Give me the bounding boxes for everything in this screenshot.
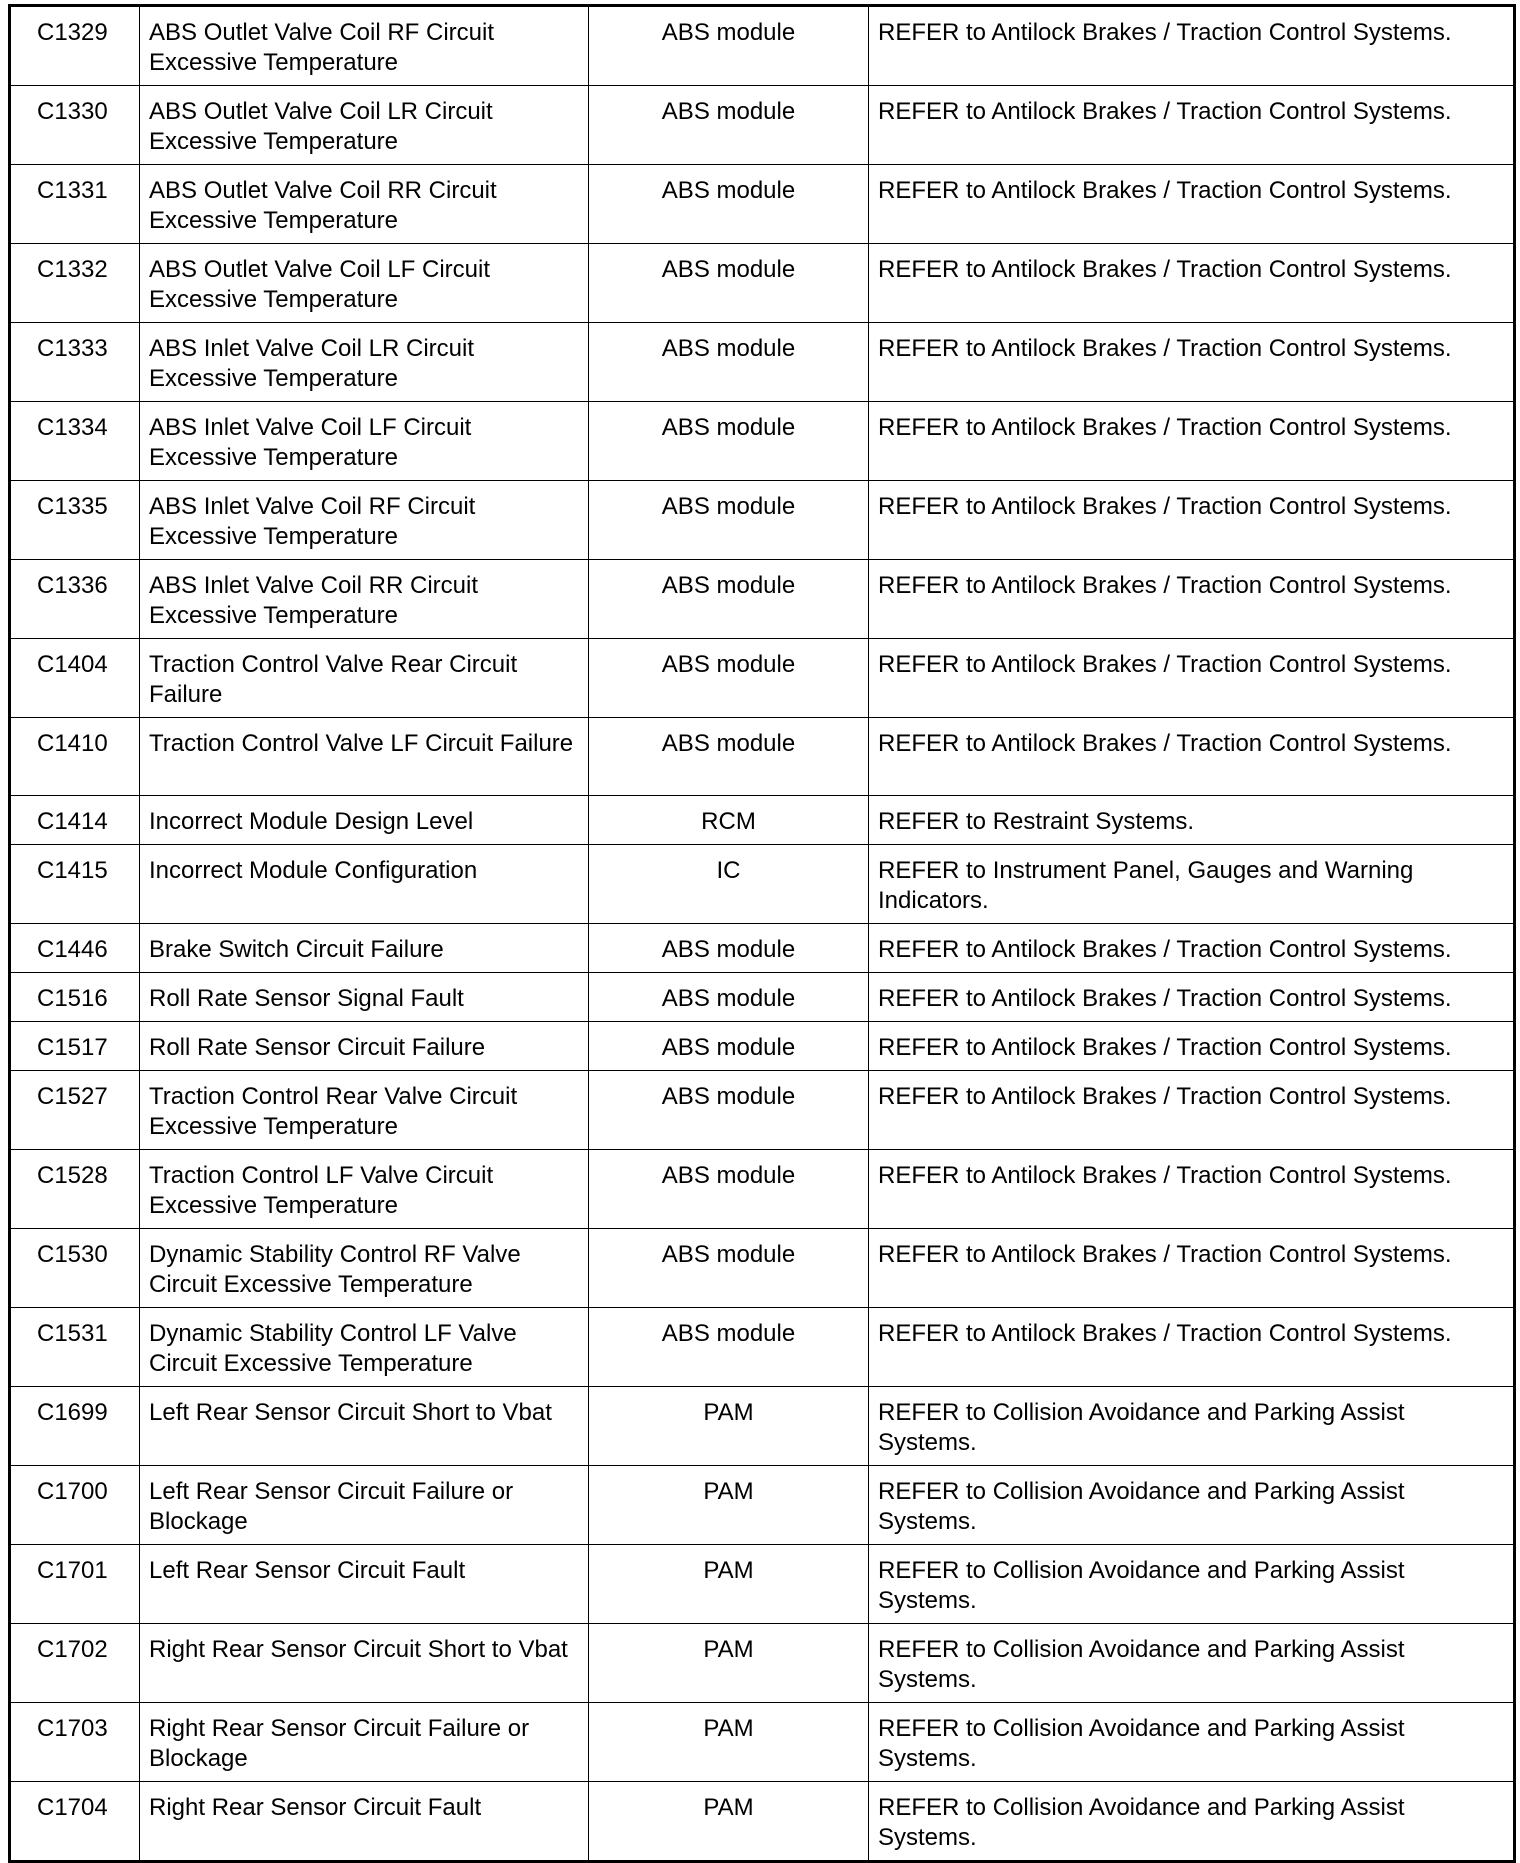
dtc-code-cell: C1415 — [10, 845, 140, 924]
table-row — [10, 1782, 1515, 1862]
action-cell: REFER to Restraint Systems. — [869, 796, 1515, 845]
description-cell: Brake Switch Circuit Failure — [140, 924, 589, 973]
table-row — [10, 1387, 1515, 1466]
action-cell: REFER to Antilock Brakes / Traction Control Systems. — [869, 481, 1515, 560]
module-cell: RCM — [589, 796, 869, 845]
module-cell: ABS module — [589, 1229, 869, 1308]
action-cell: REFER to Collision Avoidance and Parking Assist Systems. — [869, 1782, 1515, 1862]
table-row — [10, 1071, 1515, 1150]
module-cell: PAM — [589, 1624, 869, 1703]
dtc-code-cell: C1333 — [10, 323, 140, 402]
module-cell: ABS module — [589, 402, 869, 481]
table-row — [10, 481, 1515, 560]
description-cell: ABS Inlet Valve Coil RF Circuit Excessive Temperature — [140, 481, 589, 560]
description-cell: Right Rear Sensor Circuit Short to Vbat — [140, 1624, 589, 1703]
module-cell: ABS module — [589, 1308, 869, 1387]
table-row — [10, 718, 1515, 796]
description-cell: Incorrect Module Design Level — [140, 796, 589, 845]
dtc-table-body — [10, 6, 1515, 1862]
table-row — [10, 560, 1515, 639]
description-cell: Dynamic Stability Control RF Valve Circuit Excessive Temperature — [140, 1229, 589, 1308]
module-cell: ABS module — [589, 86, 869, 165]
dtc-code-cell: C1414 — [10, 796, 140, 845]
module-cell: PAM — [589, 1387, 869, 1466]
description-cell: Right Rear Sensor Circuit Failure or Blockage — [140, 1703, 589, 1782]
dtc-code-cell: C1330 — [10, 86, 140, 165]
module-cell: ABS module — [589, 165, 869, 244]
table-row — [10, 6, 1515, 86]
dtc-code-cell: C1528 — [10, 1150, 140, 1229]
description-cell: Left Rear Sensor Circuit Fault — [140, 1545, 589, 1624]
module-cell: ABS module — [589, 560, 869, 639]
action-cell: REFER to Antilock Brakes / Traction Control Systems. — [869, 639, 1515, 718]
action-cell: REFER to Antilock Brakes / Traction Control Systems. — [869, 165, 1515, 244]
dtc-code-cell: C1329 — [10, 6, 140, 86]
description-cell: Traction Control LF Valve Circuit Excessive Temperature — [140, 1150, 589, 1229]
module-cell: PAM — [589, 1703, 869, 1782]
description-cell: ABS Outlet Valve Coil RF Circuit Excessive Temperature — [140, 6, 589, 86]
dtc-code-cell: C1702 — [10, 1624, 140, 1703]
table-row — [10, 845, 1515, 924]
table-row — [10, 973, 1515, 1022]
description-cell: Left Rear Sensor Circuit Short to Vbat — [140, 1387, 589, 1466]
action-cell: REFER to Antilock Brakes / Traction Control Systems. — [869, 323, 1515, 402]
table-row — [10, 323, 1515, 402]
action-cell: REFER to Antilock Brakes / Traction Control Systems. — [869, 1308, 1515, 1387]
module-cell: PAM — [589, 1782, 869, 1862]
action-cell: REFER to Collision Avoidance and Parking Assist Systems. — [869, 1545, 1515, 1624]
action-cell: REFER to Antilock Brakes / Traction Control Systems. — [869, 718, 1515, 796]
action-cell: REFER to Antilock Brakes / Traction Control Systems. — [869, 1150, 1515, 1229]
action-cell: REFER to Collision Avoidance and Parking Assist Systems. — [869, 1466, 1515, 1545]
action-cell: REFER to Antilock Brakes / Traction Control Systems. — [869, 1022, 1515, 1071]
description-cell: Right Rear Sensor Circuit Fault — [140, 1782, 589, 1862]
dtc-code-cell: C1334 — [10, 402, 140, 481]
table-row — [10, 1022, 1515, 1071]
dtc-code-cell: C1701 — [10, 1545, 140, 1624]
module-cell: ABS module — [589, 323, 869, 402]
table-row — [10, 1308, 1515, 1387]
table-row — [10, 1545, 1515, 1624]
dtc-code-cell: C1530 — [10, 1229, 140, 1308]
description-cell: Incorrect Module Configuration — [140, 845, 589, 924]
action-cell: REFER to Collision Avoidance and Parking Assist Systems. — [869, 1387, 1515, 1466]
description-cell: Dynamic Stability Control LF Valve Circuit Excessive Temperature — [140, 1308, 589, 1387]
module-cell: ABS module — [589, 718, 869, 796]
table-row — [10, 244, 1515, 323]
description-cell: ABS Outlet Valve Coil RR Circuit Excessive Temperature — [140, 165, 589, 244]
table-row — [10, 1229, 1515, 1308]
table-row — [10, 402, 1515, 481]
action-cell: REFER to Antilock Brakes / Traction Control Systems. — [869, 86, 1515, 165]
dtc-code-cell: C1517 — [10, 1022, 140, 1071]
description-cell: Roll Rate Sensor Circuit Failure — [140, 1022, 589, 1071]
dtc-table — [8, 4, 1516, 1863]
module-cell: IC — [589, 845, 869, 924]
dtc-code-cell: C1699 — [10, 1387, 140, 1466]
dtc-code-cell: C1410 — [10, 718, 140, 796]
description-cell: ABS Inlet Valve Coil LF Circuit Excessive Temperature — [140, 402, 589, 481]
description-cell: Traction Control Valve LF Circuit Failure — [140, 718, 589, 796]
module-cell: ABS module — [589, 1150, 869, 1229]
action-cell: REFER to Antilock Brakes / Traction Control Systems. — [869, 244, 1515, 323]
dtc-code-cell: C1336 — [10, 560, 140, 639]
description-cell: ABS Inlet Valve Coil LR Circuit Excessive Temperature — [140, 323, 589, 402]
description-cell: Traction Control Rear Valve Circuit Excessive Temperature — [140, 1071, 589, 1150]
table-row — [10, 639, 1515, 718]
module-cell: ABS module — [589, 1022, 869, 1071]
action-cell: REFER to Collision Avoidance and Parking Assist Systems. — [869, 1624, 1515, 1703]
table-row — [10, 165, 1515, 244]
module-cell: PAM — [589, 1466, 869, 1545]
module-cell: ABS module — [589, 244, 869, 323]
description-cell: ABS Outlet Valve Coil LR Circuit Excessive Temperature — [140, 86, 589, 165]
dtc-code-cell: C1516 — [10, 973, 140, 1022]
table-row — [10, 924, 1515, 973]
table-row — [10, 86, 1515, 165]
dtc-code-cell: C1332 — [10, 244, 140, 323]
action-cell: REFER to Collision Avoidance and Parking Assist Systems. — [869, 1703, 1515, 1782]
dtc-code-cell: C1703 — [10, 1703, 140, 1782]
dtc-code-cell: C1704 — [10, 1782, 140, 1862]
dtc-code-cell: C1331 — [10, 165, 140, 244]
action-cell: REFER to Antilock Brakes / Traction Control Systems. — [869, 560, 1515, 639]
dtc-code-cell: C1700 — [10, 1466, 140, 1545]
description-cell: ABS Inlet Valve Coil RR Circuit Excessive Temperature — [140, 560, 589, 639]
table-row — [10, 796, 1515, 845]
action-cell: REFER to Antilock Brakes / Traction Control Systems. — [869, 6, 1515, 86]
table-row — [10, 1466, 1515, 1545]
module-cell: ABS module — [589, 1071, 869, 1150]
action-cell: REFER to Antilock Brakes / Traction Control Systems. — [869, 973, 1515, 1022]
module-cell: ABS module — [589, 924, 869, 973]
dtc-code-cell: C1527 — [10, 1071, 140, 1150]
description-cell: ABS Outlet Valve Coil LF Circuit Excessive Temperature — [140, 244, 589, 323]
dtc-code-cell: C1404 — [10, 639, 140, 718]
action-cell: REFER to Antilock Brakes / Traction Control Systems. — [869, 924, 1515, 973]
action-cell: REFER to Antilock Brakes / Traction Control Systems. — [869, 1229, 1515, 1308]
table-row — [10, 1150, 1515, 1229]
module-cell: ABS module — [589, 973, 869, 1022]
description-cell: Left Rear Sensor Circuit Failure or Blockage — [140, 1466, 589, 1545]
action-cell: REFER to Antilock Brakes / Traction Control Systems. — [869, 1071, 1515, 1150]
dtc-code-cell: C1531 — [10, 1308, 140, 1387]
module-cell: ABS module — [589, 481, 869, 560]
action-cell: REFER to Antilock Brakes / Traction Control Systems. — [869, 402, 1515, 481]
table-row — [10, 1703, 1515, 1782]
action-cell: REFER to Instrument Panel, Gauges and Warning Indicators. — [869, 845, 1515, 924]
dtc-code-cell: C1446 — [10, 924, 140, 973]
module-cell: ABS module — [589, 6, 869, 86]
table-row — [10, 1624, 1515, 1703]
module-cell: PAM — [589, 1545, 869, 1624]
description-cell: Traction Control Valve Rear Circuit Failure — [140, 639, 589, 718]
description-cell: Roll Rate Sensor Signal Fault — [140, 973, 589, 1022]
module-cell: ABS module — [589, 639, 869, 718]
dtc-code-cell: C1335 — [10, 481, 140, 560]
dtc-table-container — [8, 4, 1513, 1863]
